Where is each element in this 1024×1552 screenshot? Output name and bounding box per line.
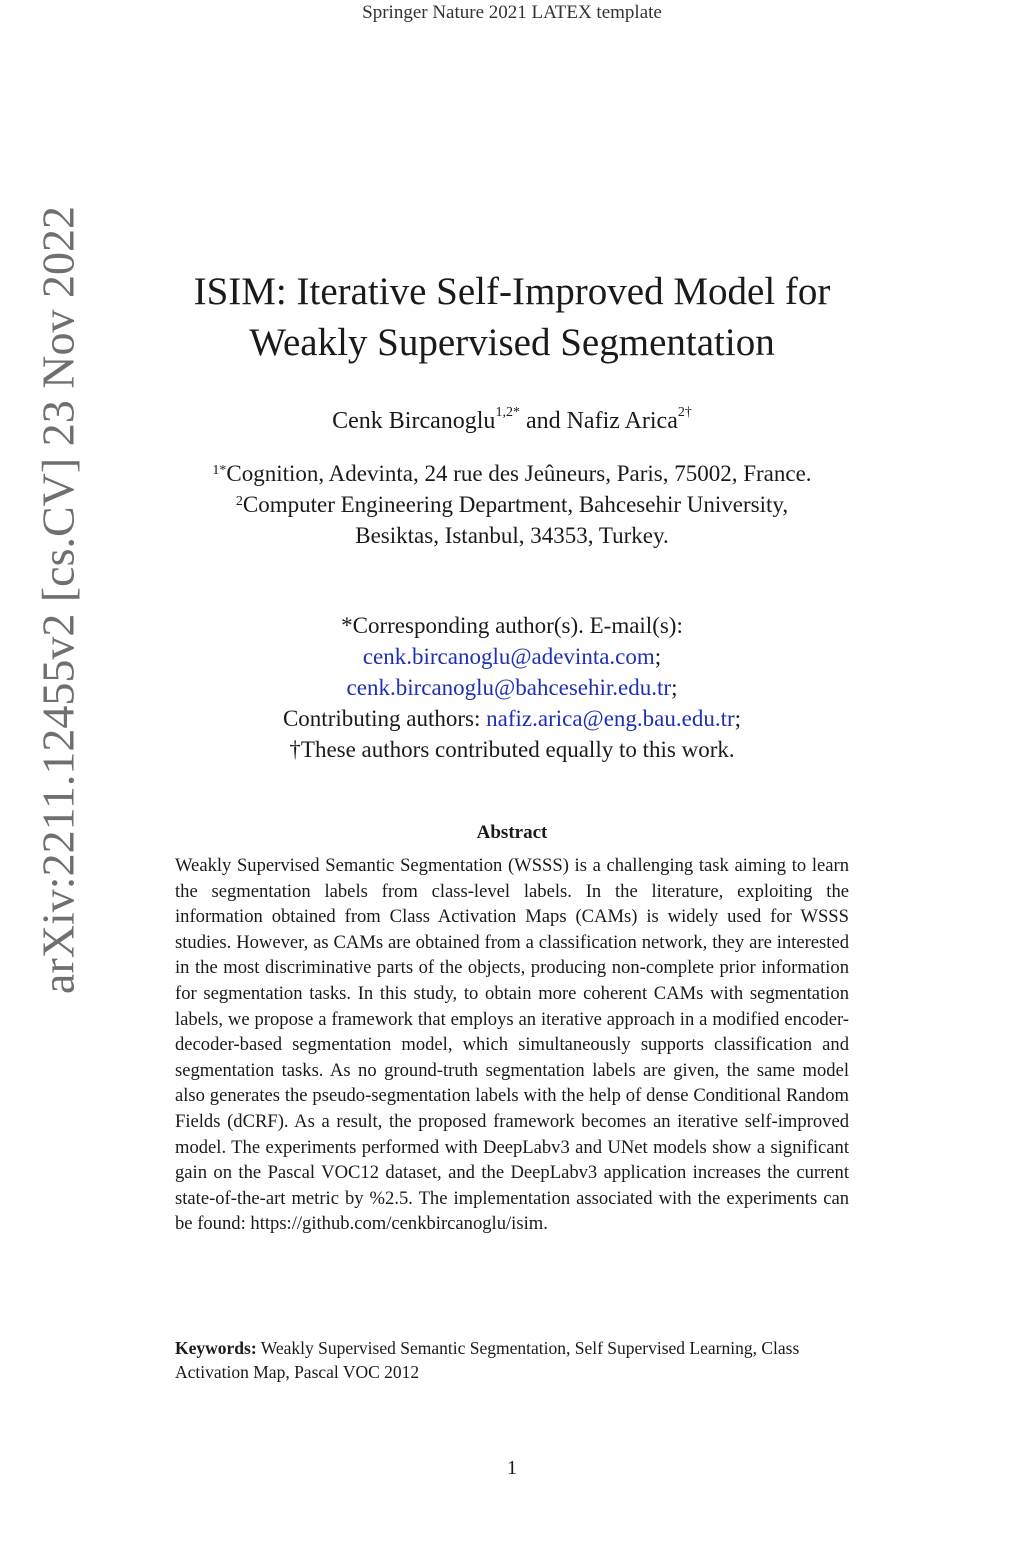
affiliation-2-cont: Besiktas, Istanbul, 34353, Turkey. [355,523,669,548]
author-affiliation-marker: 2† [677,405,692,420]
running-head: Springer Nature 2021 LATEX template [362,2,662,23]
email-line-2 [140,672,884,703]
affiliation-marker: 1* [212,463,227,478]
abstract-text: Weakly Supervised Semantic Segmentation (WSSS) is a challenging task aiming to learn the segmentation labels from class-level labels. In the literature, exploiting the information obtained from Class Activation Maps (CAMs) is widely used for WSSS studies. However, as CAMs are obtained from a classification network, they are interested in the most discriminative parts of the objects, producing non-complete prior information for segmentation tasks. In this study, to obtain more coherent CAMs with segmentation labels, we propose a framework that employs an iterative approach in a modified encoder-decoder-based segmentation model, which simultaneously supports classification and segmentation tasks. As no ground-truth segmentation labels are given, the same model also generates the pseudo-segmentation labels with the help of dense Conditional Random Fields (dCRF). As a result, the proposed framework becomes an iterative self-improved model. The experiments performed with DeepLabv3 and UNet models show a significant gain on the Pascal VOC12 dataset, and the DeepLabv3 application increases the current state-of-the-art metric by %2.5. The implementation associated with the experiments can be found: https://github.com/cenkbircanoglu/isim. [175,855,849,1235]
contributing-label: Contributing authors: [282,706,487,731]
affiliation-2 [120,489,904,520]
separator: ; [654,644,662,669]
contributing-line [140,703,884,734]
equal-contribution-note: †These authors contributed equally to this work. [289,737,735,762]
author-name: Nafiz Arica [566,408,678,434]
paper-title [160,266,864,368]
title-line-1: ISIM: Iterative Self-Improved Model for [193,270,831,313]
affiliation-text: Computer Engineering Department, Bahcesehir University, [242,492,789,517]
affiliation-text: Cognition, Adevinta, 24 rue des Jeûneurs, Paris, 75002, France. [226,461,812,486]
arxiv-identifier: arXiv:2211.12455v2 [cs.CV] 23 Nov 2022 [32,206,84,994]
separator: ; [734,706,742,731]
page-number: 1 [507,1457,517,1479]
email-link[interactable]: nafiz.arica@eng.bau.edu.tr [486,706,735,731]
email-link[interactable]: cenk.bircanoglu@bahcesehir.edu.tr [346,675,672,700]
corresponding-label: *Corresponding author(s). E-mail(s): [341,613,683,638]
author-list [140,405,884,435]
affiliation-marker: 2 [235,494,243,509]
email-link[interactable]: cenk.bircanoglu@adevinta.com [362,644,655,669]
affiliation-1 [120,458,904,489]
separator: ; [671,675,678,700]
email-line-1 [140,641,884,672]
author-name: Cenk Bircanoglu [332,408,496,434]
author-conjunction: and [519,408,567,434]
affiliations [120,458,904,551]
keywords-label: Keywords: [175,1338,257,1358]
author-affiliation-marker: 1,2* [495,405,520,420]
keywords-text: Weakly Supervised Semantic Segmentation, Self Supervised Learning, Class Activation Map, Pascal VOC 2012 [175,1338,800,1382]
title-line-2: Weakly Supervised Segmentation [249,321,775,364]
keywords [175,1336,849,1384]
abstract-heading: Abstract [476,822,548,843]
correspondence-block [140,610,884,765]
